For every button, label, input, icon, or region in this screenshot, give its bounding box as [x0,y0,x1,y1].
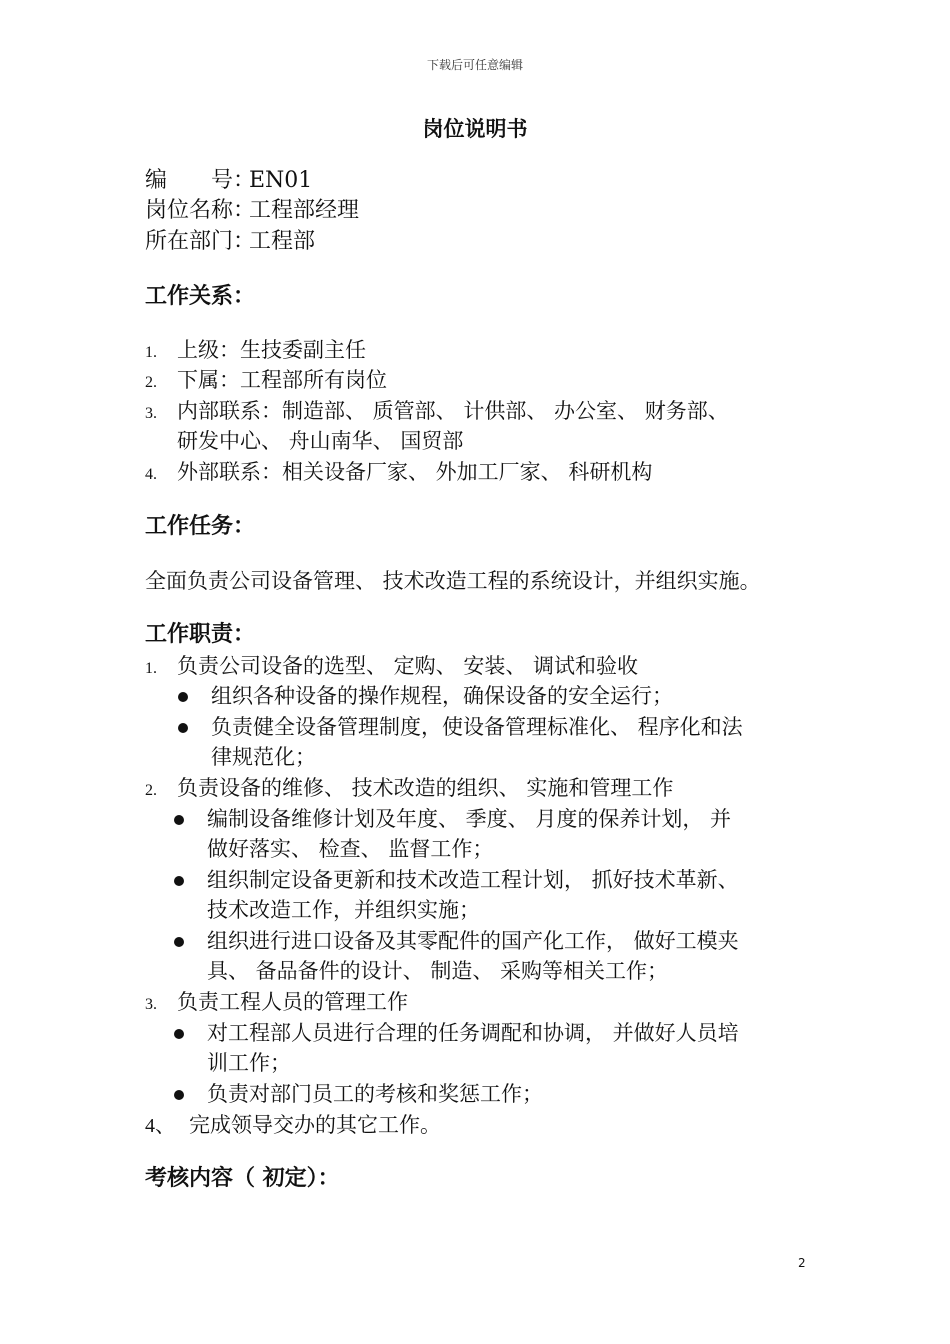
bullet-text: 训工作； [207,1051,291,1075]
field-department [145,227,315,257]
field-label: 所在部门： [145,229,256,254]
relations-item-continuation: 研发中心、 舟山南华、 国贸部 [177,429,464,453]
assessment-heading: 考核内容（ 初定）： [145,1166,340,1191]
bullet-icon [174,1090,184,1100]
duty-bullet [174,1018,739,1078]
field-value: EN01 [249,168,313,193]
field-value: 工程部经理 [249,198,360,223]
task-text: 全面负责公司设备管理、 技术改造工程的系统设计，并组织实施。 [145,569,761,593]
bullet-text: 负责对部门员工的考核和奖惩工作； [207,1082,543,1106]
bullet-text: 编制设备维修计划及年度、 季度、 月度的保养计划， 并 [207,807,732,831]
field-value: 工程部 [249,229,316,254]
relations-item [145,396,729,429]
bullet-icon [174,876,184,886]
bullet-icon [174,1029,184,1039]
item-number: 1. [145,344,157,361]
duty-bullet [174,865,739,925]
item-text: 上级：生技委副主任 [177,338,366,362]
duty-section [145,773,673,806]
duty-bullet [178,712,743,772]
item-number: 3. [145,405,157,422]
duty-section [145,987,408,1020]
item-text: 负责工程人员的管理工作 [177,990,408,1014]
bullet-text: 对工程部人员进行合理的任务调配和协调， 并做好人员培 [207,1021,739,1045]
duty-bullet [174,804,731,864]
bullet-text: 具、 备品备件的设计、 制造、 采购等相关工作； [207,959,669,983]
item-number: 1. [145,660,157,677]
item-number: 4. [145,466,157,483]
duty-bullet [174,1079,543,1109]
item-text: 内部联系：制造部、 质管部、 计供部、 办公室、 财务部、 [177,399,729,423]
duty-bullet [174,926,739,986]
duty-bullet [178,681,673,711]
page-header: 下载后可任意编辑 [426,58,523,72]
bullet-text: 做好落实、 检查、 监督工作； [207,837,494,861]
item-text: 负责设备的维修、 技术改造的组织、 实施和管理工作 [177,776,674,800]
bullet-icon [174,815,184,825]
bullet-text: 组织制定设备更新和技术改造工程计划， 抓好技术革新、 [207,868,739,892]
field-label: 编 号： [145,168,256,193]
field-position-name [145,196,359,226]
relations-item [145,335,366,368]
bullet-icon [178,723,188,733]
relations-heading: 工作关系： [145,284,256,309]
field-label: 岗位名称： [145,198,256,223]
bullet-icon [174,937,184,947]
item-text: 完成领导交办的其它工作。 [189,1113,441,1137]
duty-section [145,651,638,684]
bullet-text: 负责健全设备管理制度，使设备管理标准化、 程序化和法 [211,715,743,739]
relations-item [145,365,387,398]
bullet-icon [178,692,188,702]
item-number: 2. [145,782,157,799]
relations-item [145,457,652,490]
item-number: 2. [145,374,157,391]
duties-heading: 工作职责： [145,622,256,647]
item-number: 3. [145,996,157,1013]
bullet-text: 组织各种设备的操作规程，确保设备的安全运行； [211,684,673,708]
item-text: 下属：工程部所有岗位 [177,368,387,392]
bullet-text: 律规范化； [211,745,316,769]
bullet-text: 组织进行进口设备及其零配件的国产化工作， 做好工模夹 [207,929,739,953]
document-title: 岗位说明书 [422,117,528,141]
item-text: 负责公司设备的选型、 定购、 安装、 调试和验收 [177,654,639,678]
task-heading: 工作任务： [145,514,256,539]
item-number: 4、 [145,1115,175,1137]
duty-section-last [145,1110,441,1141]
field-number [145,166,312,196]
page-number: 2 [798,1256,806,1270]
bullet-text: 技术改造工作，并组织实施； [207,898,480,922]
item-text: 外部联系：相关设备厂家、 外加工厂家、 科研机构 [177,460,653,484]
